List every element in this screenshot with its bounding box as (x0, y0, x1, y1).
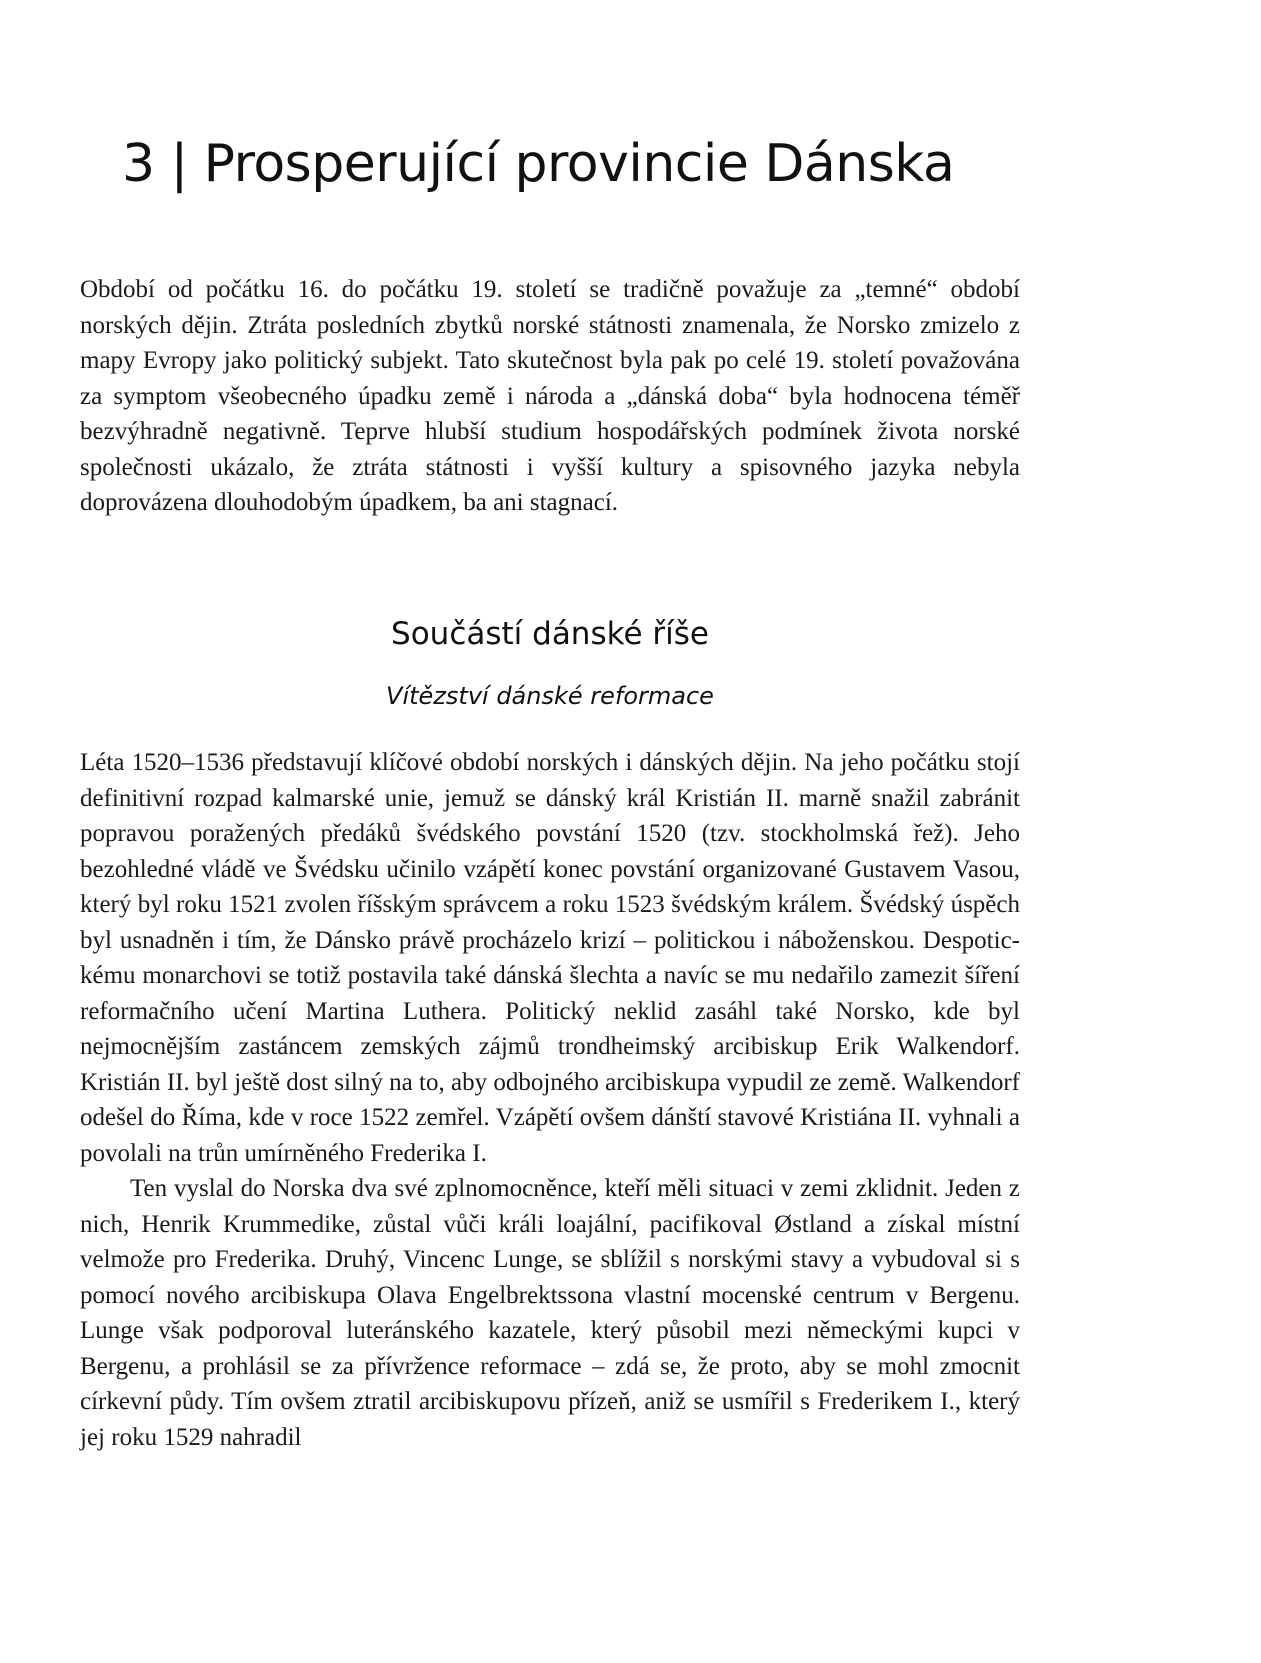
section-heading: Součástí dánské říše (391, 616, 709, 652)
intro-section (80, 272, 1020, 521)
chapter-title: 3 | Prosperující provincie Dánska (122, 134, 955, 194)
section-body (80, 745, 1020, 1455)
body-paragraph: Léta 1520–1536 představují klíčové období norských i dánských dějin. Na jeho počátku stojí definitivní rozpad kalmarské unie, jemuž se dánský král Kristián II. marně snažil zabránit popravou poražených předáků švédského povstání 1520 (tzv. stockholmská řež). Jeho bezohledné vládě ve Švédsku učinilo vzápětí konec povstání organizované Gustavem Vasou, který byl roku 1521 zvolen říšským správcem a roku 1523 švédským králem. Švédský úspěch byl usnadněn i tím, že Dánsko právě procházelo krizí – politickou i náboženskou. Despotickému monarchovi se totiž postavila také dánská šlechta a navíc se mu nedařilo zamezit šíření reformačního učení Martina Luthera. Politický neklid zasáhl také Norsko, kde byl nejmocnějším zastáncem zemských zájmů trondheimský arcibiskup Erik Walkendorf. Kristián II. byl ještě dost silný na to, aby odbojného arcibiskupa vypudil ze země. Walkendorf odešel do Říma, kde v roce 1522 zemřel. Vzápětí ovšem dánští stavové Kristiána II. vyhnali a povolali na trůn umírněného Frederika I. (80, 749, 1020, 1167)
subsection-heading: Vítězství dánské reformace (386, 682, 714, 710)
intro-paragraph: Období od počátku 16. do počátku 19. století se tradičně považuje za „temné“ období norských dějin. Ztráta posledních zbytků norské státnosti znamenala, že Norsko zmizelo z mapy Evropy jako politický subjekt. Tato skutečnost byla pak po celé 19. století považována za symptom všeobecného úpadku země i národa a „dánská doba“ byla hodnocena téměř bezvýhradně negativně. Teprve hlubší studium hospodářských podmínek života norské společnosti ukázalo, že ztráta státnosti i vyšší kultury a spisovného jazyka nebyla doprovázena dlouhodobým úpadkem, ba ani stagnací. (80, 276, 1020, 516)
body-paragraph: Ten vyslal do Norska dva své zplnomocněnce, kteří měli situaci v zemi zklidnit. Jeden z nich, Henrik Krummedike, zůstal vůči králi loajální, pacifikoval Østland a získal místní velmože pro Frederika. Druhý, Vincenc Lunge, se sblížil s norskými stavy a vybudoval si s pomocí nového arcibiskupa Olava Engelbrektssona vlastní mocenské centrum v Bergenu. Lunge však podporoval luteránského kazatele, který působil mezi německými kupci v Bergenu, a prohlásil se za přívržence reformace – zdá se, že proto, aby se mohl zmocnit církevní půdy. Tím ovšem ztratil arcibiskupovu přízeň, aniž se usmířil s Frederikem I., který jej roku 1529 nahradil (80, 1175, 1020, 1451)
